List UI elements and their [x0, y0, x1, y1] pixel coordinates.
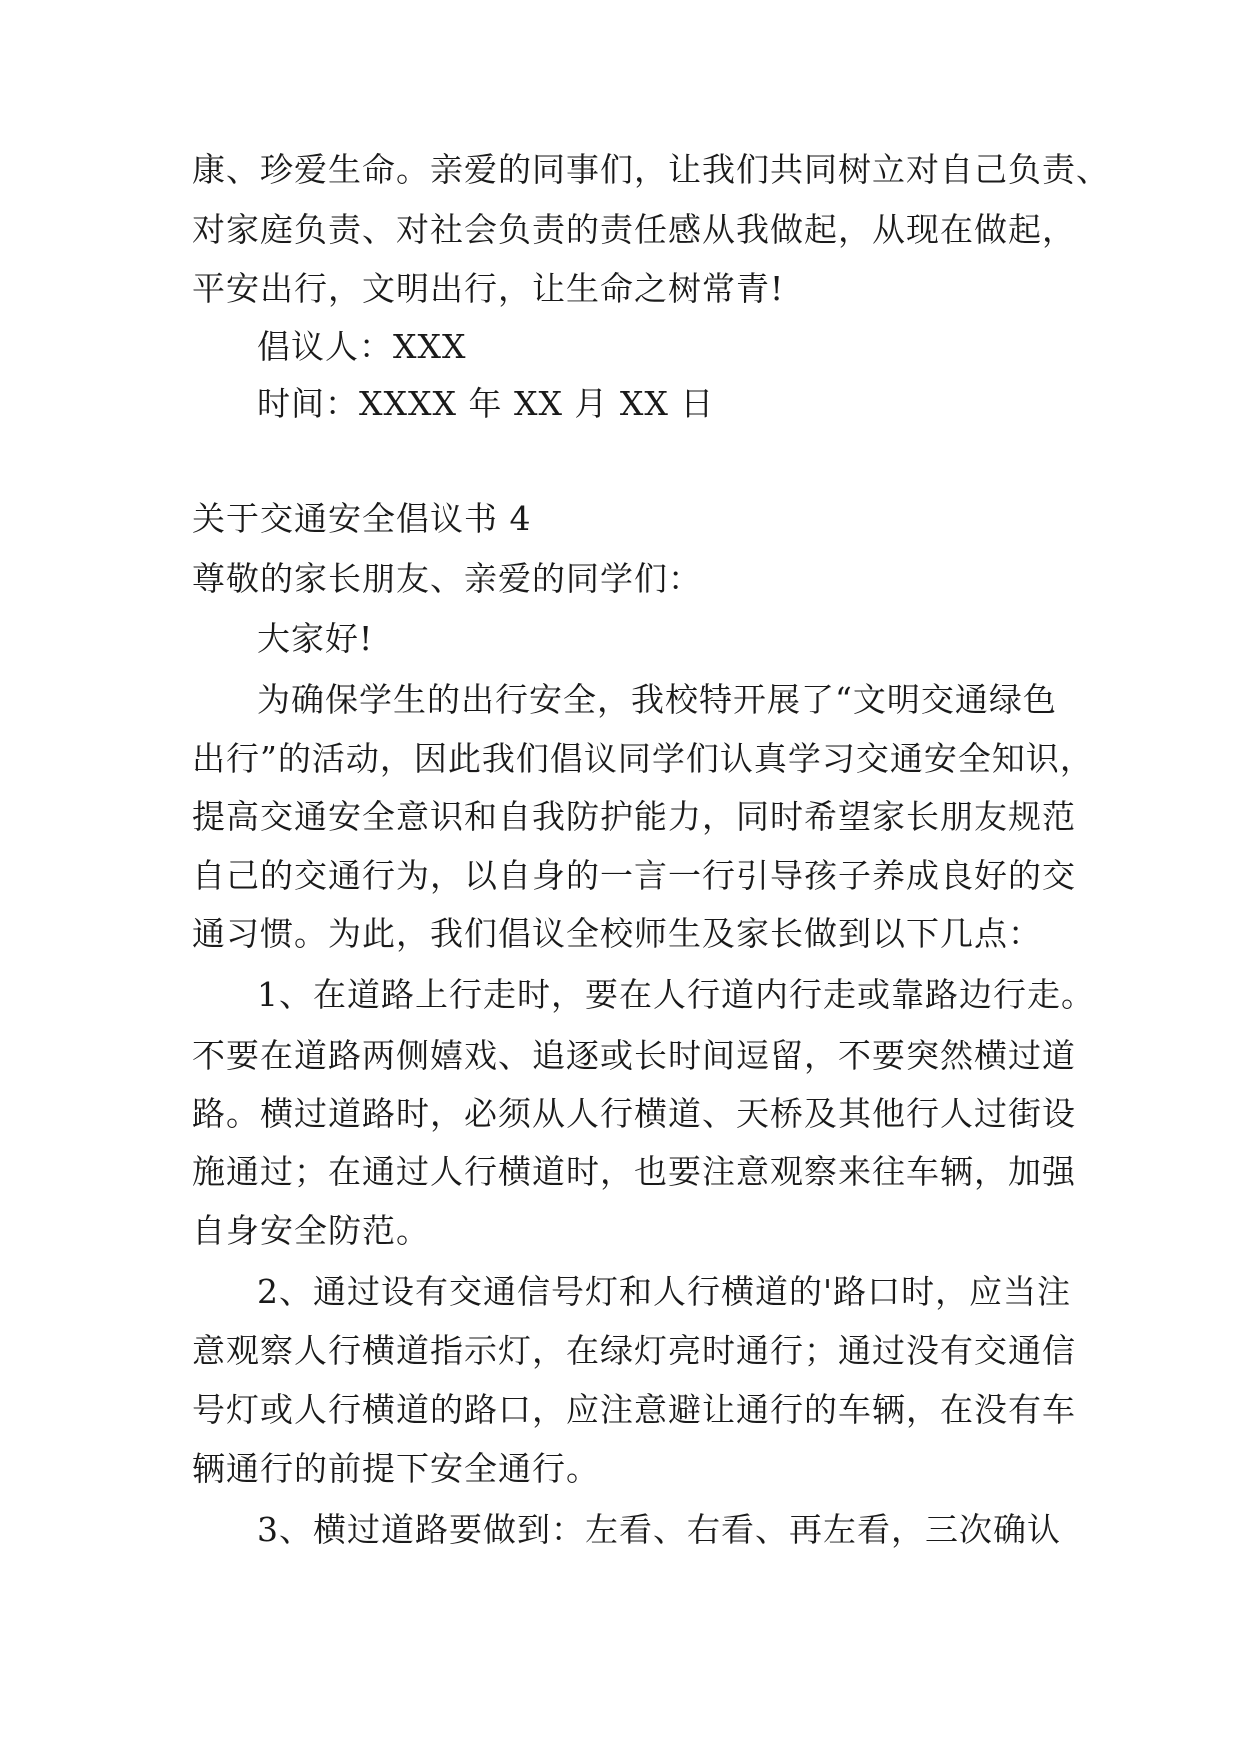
text-line: 2、通过设有交通信号灯和人行横道的'路口时，应当注: [257, 1272, 1072, 1311]
text-line: 1、在道路上行走时，要在人行道内行走或靠路边行走。: [257, 975, 1095, 1014]
date-line: 时间：XXXX 年 XX 月 XX 日: [257, 384, 715, 423]
text-line: 3、横过道路要做到：左看、右看、再左看，三次确认: [257, 1510, 1061, 1549]
section-title: 关于交通安全倡议书 4: [192, 499, 532, 538]
text-line: 路。横过道路时，必须从人行横道、天桥及其他行人过街设: [192, 1094, 1076, 1133]
text-line: 康、珍爱生命。亲爱的同事们，让我们共同树立对自己负责、: [192, 150, 1110, 189]
text-line: 不要在道路两侧嬉戏、追逐或长时间逗留，不要突然横过道: [192, 1036, 1076, 1075]
text-line: 辆通行的前提下安全通行。: [192, 1449, 600, 1488]
text-line: 出行”的活动，因此我们倡议同学们认真学习交通安全知识，: [192, 739, 1094, 778]
text-line: 施通过；在通过人行横道时，也要注意观察来往车辆，加强: [192, 1152, 1076, 1191]
text-line: 自己的交通行为，以自身的一言一行引导孩子养成良好的交: [192, 856, 1076, 895]
text-line: 提高交通安全意识和自我防护能力，同时希望家长朋友规范: [192, 797, 1076, 836]
greeting: 大家好!: [257, 619, 374, 658]
text-line: 通习惯。为此，我们倡议全校师生及家长做到以下几点：: [192, 914, 1042, 953]
proposer-line: 倡议人：XXX: [257, 327, 467, 366]
text-line: 平安出行，文明出行，让生命之树常青!: [192, 269, 785, 308]
text-line: 自身安全防范。: [192, 1211, 430, 1250]
salutation: 尊敬的家长朋友、亲爱的同学们：: [192, 559, 702, 598]
text-line: 为确保学生的出行安全，我校特开展了“文明交通绿色: [257, 680, 1057, 719]
text-line: 对家庭负责、对社会负责的责任感从我做起，从现在做起，: [192, 210, 1076, 249]
text-line: 意观察人行横道指示灯，在绿灯亮时通行；通过没有交通信: [192, 1331, 1076, 1370]
text-line: 号灯或人行横道的路口，应注意避让通行的车辆，在没有车: [192, 1390, 1076, 1429]
